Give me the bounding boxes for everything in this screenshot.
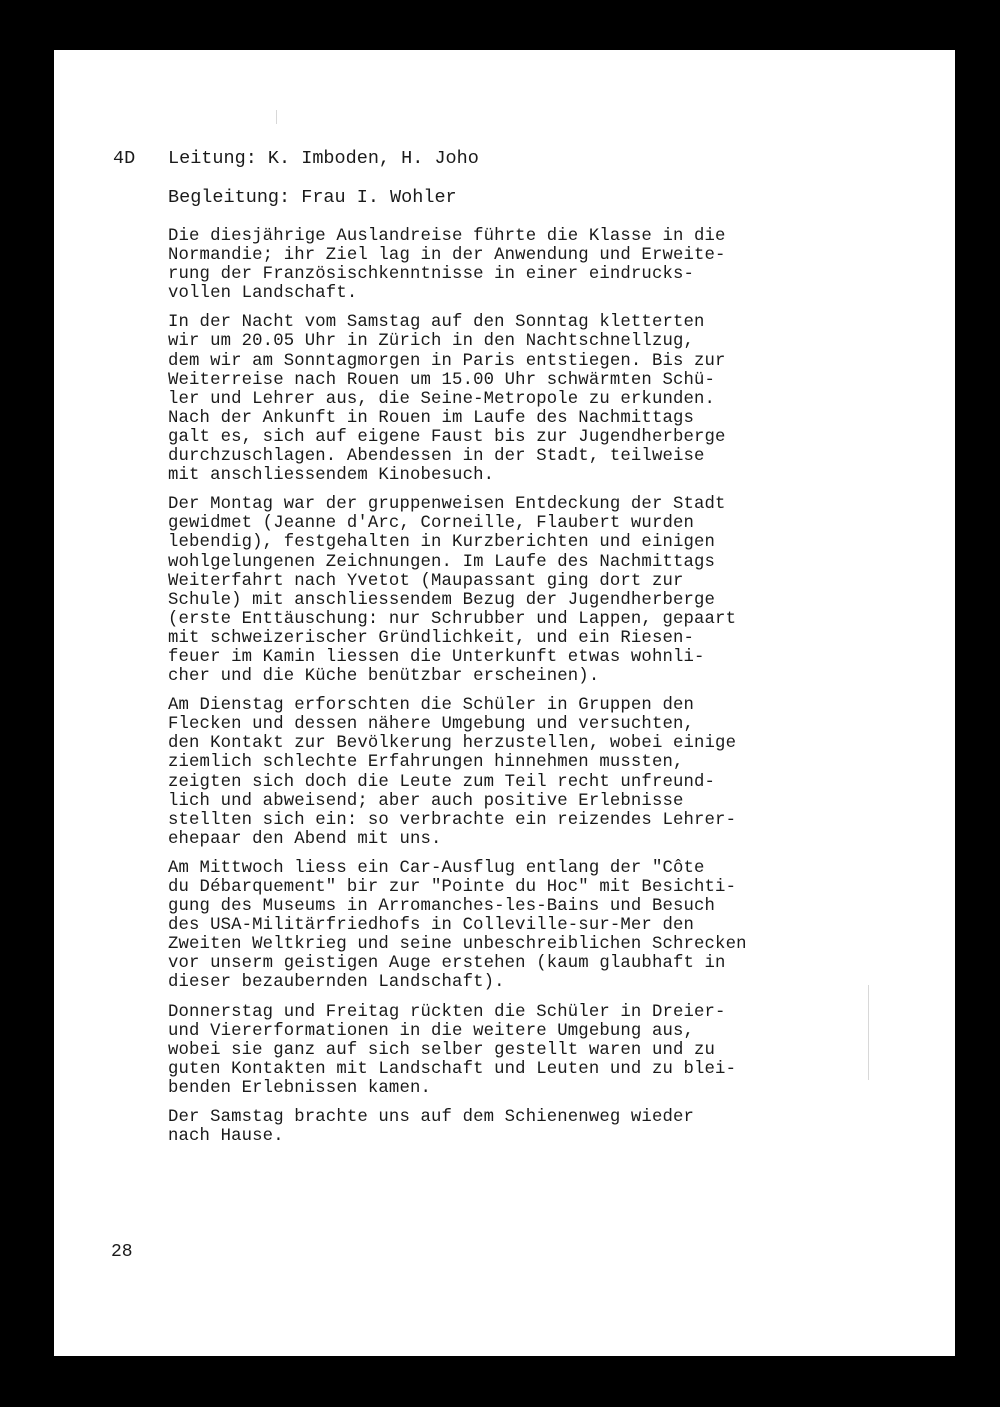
text-line: Zweiten Weltkrieg und seine unbeschreiblichen Schrecken (168, 935, 747, 955)
text-line: Die diesjährige Auslandreise führte die Klasse in die (168, 227, 726, 246)
text-line: stellten sich ein: so verbrachte ein reizendes Lehrer- (168, 810, 737, 830)
text-line: ehepaar den Abend mit uns. (168, 829, 442, 849)
text-line: Nach der Ankunft in Rouen im Laufe des Nachmittags (168, 408, 695, 428)
text-line: nach Hause. (168, 1127, 284, 1147)
text-line: den Kontakt zur Bevölkerung herzustellen, wobei einige (168, 734, 737, 754)
text-line: Der Samstag brachte uns auf dem Schienenweg wieder (168, 1108, 695, 1128)
text-line: Am Dienstag erforschten die Schüler in Gruppen den (168, 696, 695, 716)
text-line: dieser bezaubernden Landschaft). (168, 973, 505, 993)
text-line: du Débarquement" bir zur "Pointe du Hoc" mit Besichti- (168, 878, 737, 897)
text-line: Der Montag war der gruppenweisen Entdeckung der Stadt (168, 495, 726, 515)
report-body (168, 227, 808, 1156)
text-line: durchzuschlagen. Abendessen in der Stadt, teilweise (168, 447, 705, 467)
text-line: cher und die Küche benützbar erscheinen). (168, 667, 600, 687)
text-line: galt es, sich auf eigene Faust bis zur Jugendherberge (168, 427, 726, 447)
paragraph-wednesday (168, 859, 808, 993)
paragraph-tuesday (168, 696, 808, 849)
text-line: guten Kontakten mit Landschaft und Leuten und zu blei- (168, 1059, 737, 1079)
text-line: wir um 20.05 Uhr in Zürich in den Nachtschnellzug, (168, 332, 695, 352)
text-line: ziemlich schlechte Erfahrungen hinnehmen mussten, (168, 753, 684, 773)
text-line: (erste Enttäuschung: nur Schrubber und Lappen, gepaart (168, 609, 737, 629)
scan-artifact-line (868, 985, 869, 1080)
text-line: Am Mittwoch liess ein Car-Ausflug entlang der "Côte (168, 858, 705, 878)
text-line: ler und Lehrer aus, die Seine-Metropole zu erkunden. (168, 389, 716, 409)
scan-artifact-line (276, 110, 277, 124)
text-line: und Viererformationen in die weitere Umgebung aus, (168, 1021, 695, 1041)
paragraph-monday (168, 495, 808, 686)
text-line: Normandie; ihr Ziel lag in der Anwendung und Erweite- (168, 246, 726, 266)
text-line: vor unserm geistigen Auge erstehen (kaum glaubhaft in (168, 954, 726, 974)
text-line: zeigten sich doch die Leute zum Teil recht unfreund- (168, 772, 716, 792)
text-line: wohlgelungenen Zeichnungen. Im Laufe des Nachmittags (168, 552, 716, 572)
paragraph-thursday-friday (168, 1003, 808, 1098)
text-line: mit schweizerischer Gründlichkeit, und ein Riesen- (168, 628, 695, 648)
page-number: 28 (111, 1242, 133, 1262)
text-line: dem wir am Sonntagmorgen in Paris entstiegen. Bis zur (168, 351, 726, 371)
text-line: lich und abweisend; aber auch positive Erlebnisse (168, 791, 684, 811)
text-line: rung der Französischkenntnisse in einer eindrucks- (168, 265, 695, 285)
text-line: wobei sie ganz auf sich selber gestellt waren und zu (168, 1040, 716, 1060)
text-line: Donnerstag und Freitag rückten die Schüler in Dreier- (168, 1002, 726, 1022)
text-line: Flecken und dessen nähere Umgebung und versuchten, (168, 715, 695, 735)
text-line: gewidmet (Jeanne d'Arc, Corneille, Flaubert wurden (168, 514, 695, 534)
paragraph-saturday (168, 1108, 808, 1146)
text-line: vollen Landschaft. (168, 284, 358, 304)
text-line: lebendig), festgehalten in Kurzberichten und einigen (168, 533, 716, 553)
text-line: mit anschliessendem Kinobesuch. (168, 466, 495, 486)
text-line: gung des Museums in Arromanches-les-Bains und Besuch (168, 897, 716, 917)
text-line: des USA-Militärfriedhofs in Colleville-sur-Mer den (168, 916, 695, 936)
paragraph-sunday (168, 313, 808, 485)
text-line: Weiterfahrt nach Yvetot (Maupassant ging dort zur (168, 571, 684, 591)
text-line: feuer im Kamin liessen die Unterkunft etwas wohnli- (168, 647, 705, 667)
begleitung-line: Begleitung: Frau I. Wohler (168, 187, 457, 208)
text-line: Schule) mit anschliessendem Bezug der Jugendherberge (168, 590, 716, 610)
text-line: benden Erlebnissen kamen. (168, 1078, 432, 1098)
paragraph-intro (168, 227, 808, 303)
leitung-line: Leitung: K. Imboden, H. Joho (168, 148, 479, 169)
class-code: 4D (113, 148, 136, 169)
text-line: In der Nacht vom Samstag auf den Sonntag kletterten (168, 313, 705, 333)
text-line: Weiterreise nach Rouen um 15.00 Uhr schwärmten Schü- (168, 370, 716, 390)
